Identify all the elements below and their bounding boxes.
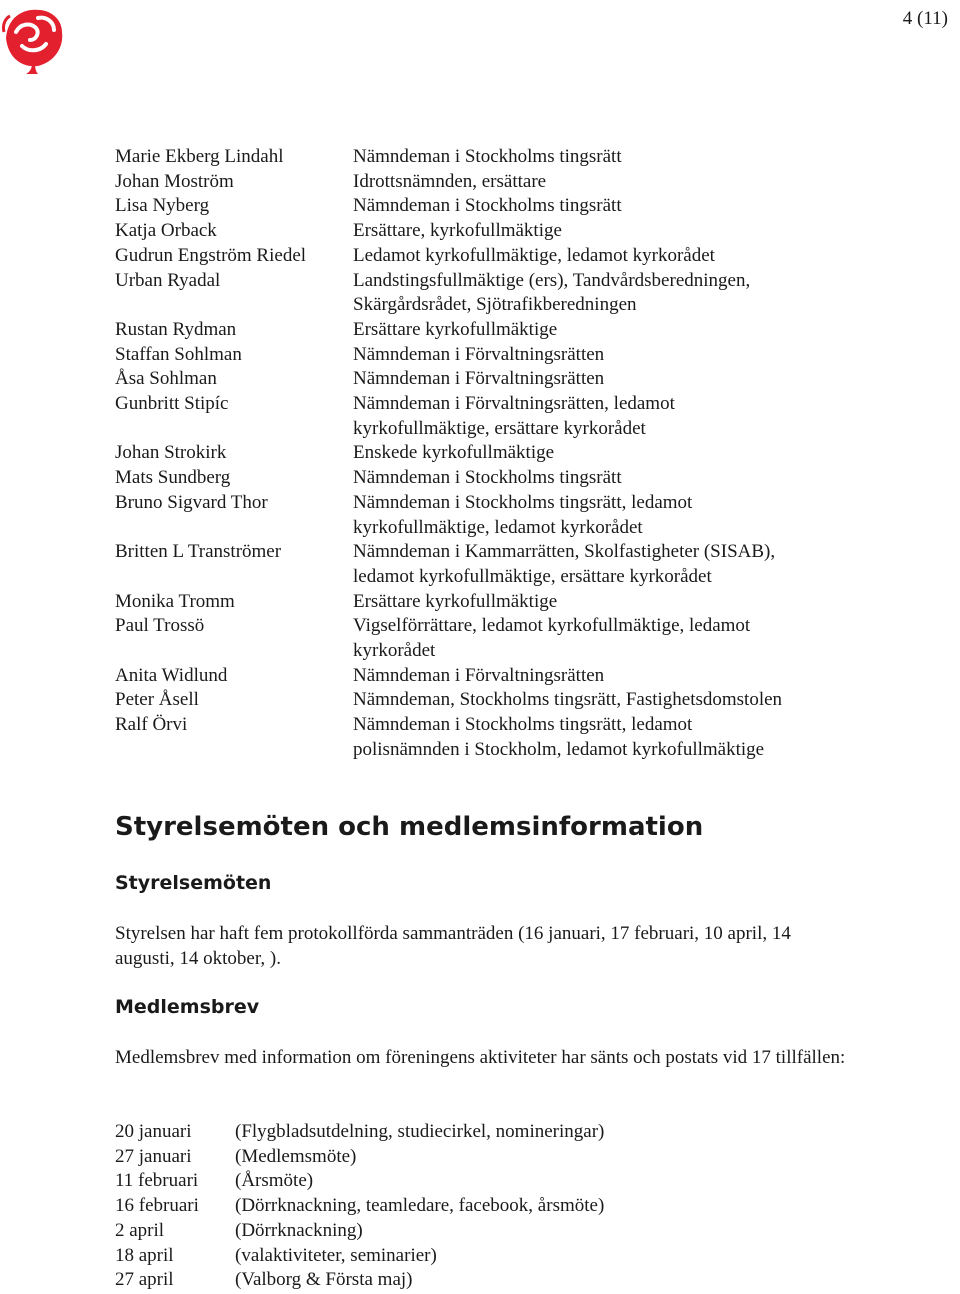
member-row [115, 343, 935, 368]
section-heading: Styrelsemöten och medlemsinformation [115, 812, 704, 842]
member-name: Peter Åsell [115, 689, 199, 711]
member-role [353, 540, 935, 589]
member-row [115, 244, 935, 269]
letter-row [115, 1145, 604, 1170]
member-row [115, 367, 935, 392]
member-role [353, 713, 935, 762]
member-name: Staffan Sohlman [115, 343, 242, 365]
letter-date: 27 januari [115, 1145, 192, 1167]
member-list [115, 145, 935, 763]
member-row [115, 145, 935, 170]
meetings-text: Styrelsen har haft fem protokollförda sammanträden (16 januari, 17 februari, 10 april, 14 augusti, 14 oktober, ). [115, 923, 791, 969]
letter-list [115, 1120, 604, 1293]
member-role [353, 367, 935, 392]
member-role-line: Nämndeman i Stockholms tingsrätt [353, 146, 622, 167]
member-role [353, 491, 935, 540]
letter-description: (valaktiviteter, seminarier) [235, 1244, 437, 1266]
member-role-line: Landstingsfullmäktige (ers), Tandvårdsberedningen, [353, 269, 751, 291]
letter-row [115, 1169, 604, 1194]
letter-description: (Flygbladsutdelning, studiecirkel, nomineringar) [235, 1121, 605, 1142]
member-role-line: Nämndeman i Stockholms tingsrätt, ledamot [353, 491, 693, 513]
member-name: Mats Sundberg [115, 467, 231, 489]
member-role-line: Ersättare kyrkofullmäktige [353, 318, 558, 340]
member-row [115, 269, 935, 318]
member-row [115, 318, 935, 343]
member-role-line: Idrottsnämnden, ersättare [353, 170, 547, 192]
letter-date: 20 januari [115, 1121, 192, 1142]
member-role-line: Nämndeman i Förvaltningsrätten, ledamot [353, 393, 675, 415]
member-role [353, 688, 935, 713]
member-role [353, 441, 935, 466]
letter-date: 2 april [115, 1219, 165, 1241]
letters-heading: Medlemsbrev [115, 996, 260, 1018]
letter-row [115, 1219, 604, 1244]
member-role-line: Nämndeman i Förvaltningsrätten [353, 343, 605, 365]
letter-row [115, 1120, 604, 1145]
member-row [115, 170, 935, 195]
member-role [353, 244, 935, 269]
member-role-line: Ersättare kyrkofullmäktige [353, 590, 558, 612]
member-row [115, 441, 935, 466]
member-role-line: Skärgårdsrådet, Sjötrafikberedningen [353, 294, 637, 316]
rose-logo-icon [2, 2, 70, 76]
member-name: Anita Widlund [115, 664, 228, 686]
member-role [353, 194, 935, 219]
member-name: Katja Orback [115, 220, 217, 242]
member-role [353, 170, 935, 195]
member-row [115, 664, 935, 689]
member-name: Paul Trossö [115, 615, 205, 637]
letter-description: (Valborg & Första maj) [235, 1269, 413, 1291]
member-role-line: Vigselförrättare, ledamot kyrkofullmäktige, ledamot [353, 615, 751, 637]
member-row [115, 194, 935, 219]
member-role [353, 269, 935, 318]
member-role [353, 145, 935, 170]
member-name: Johan Moström [115, 170, 234, 192]
member-row [115, 688, 935, 713]
member-name: Urban Ryadal [115, 269, 221, 291]
meetings-heading: Styrelsemöten [115, 872, 272, 894]
member-role-line: Nämndeman i Förvaltningsrätten [353, 368, 605, 390]
letter-date: 27 april [115, 1269, 174, 1291]
member-name: Bruno Sigvard Thor [115, 491, 268, 513]
member-role-line: kyrkofullmäktige, ledamot kyrkorådet [353, 516, 643, 538]
member-name: Marie Ekberg Lindahl [115, 146, 284, 167]
member-role-line: Nämndeman i Förvaltningsrätten [353, 664, 605, 686]
member-role-line: Ledamot kyrkofullmäktige, ledamot kyrkorådet [353, 244, 715, 266]
member-row [115, 590, 935, 615]
member-name: Rustan Rydman [115, 318, 237, 340]
letter-description: (Dörrknackning, teamledare, facebook, årsmöte) [235, 1195, 605, 1217]
letter-description: (Årsmöte) [235, 1170, 314, 1192]
member-row [115, 466, 935, 491]
letter-date: 11 februari [115, 1170, 199, 1192]
letter-row [115, 1244, 604, 1269]
member-row [115, 491, 935, 540]
member-name: Lisa Nyberg [115, 195, 210, 217]
member-role-line: polisnämnden i Stockholm, ledamot kyrkofullmäktige [353, 738, 765, 760]
member-role-line: Nämndeman, Stockholms tingsrätt, Fastighetsdomstolen [353, 689, 783, 711]
member-name: Åsa Sohlman [115, 368, 217, 390]
member-role [353, 343, 935, 368]
member-role-line: kyrkorådet [353, 640, 436, 662]
member-role [353, 318, 935, 343]
member-role [353, 392, 935, 441]
member-row [115, 392, 935, 441]
member-row [115, 614, 935, 663]
member-role-line: Nämndeman i Stockholms tingsrätt, ledamot [353, 714, 693, 736]
letter-date: 16 februari [115, 1195, 199, 1217]
member-role [353, 614, 935, 663]
letter-description: (Medlemsmöte) [235, 1145, 357, 1167]
member-role [353, 590, 935, 615]
letter-row [115, 1194, 604, 1219]
member-role-line: Ersättare, kyrkofullmäktige [353, 220, 562, 242]
member-role-line: ledamot kyrkofullmäktige, ersättare kyrkorådet [353, 565, 712, 587]
member-name: Britten L Tranströmer [115, 541, 282, 563]
member-role [353, 664, 935, 689]
member-name: Gunbritt Stipíc [115, 393, 229, 415]
member-role [353, 466, 935, 491]
page-number: 4 (11) [902, 8, 948, 29]
member-role-line: Enskede kyrkofullmäktige [353, 442, 555, 464]
member-name: Monika Tromm [115, 590, 235, 612]
letter-description: (Dörrknackning) [235, 1219, 363, 1241]
letter-date: 18 april [115, 1244, 174, 1266]
letter-row [115, 1268, 604, 1293]
member-role-line: kyrkofullmäktige, ersättare kyrkorådet [353, 417, 646, 439]
member-row [115, 713, 935, 762]
member-name: Johan Strokirk [115, 442, 227, 464]
member-role-line: Nämndeman i Stockholms tingsrätt [353, 195, 622, 217]
member-name: Gudrun Engström Riedel [115, 244, 307, 266]
letters-text: Medlemsbrev med information om föreningens aktiviteter har sänts och postats vid 17 tillfällen: [115, 1047, 846, 1068]
member-role-line: Nämndeman i Kammarrätten, Skolfastigheter (SISAB), [353, 541, 776, 563]
member-row [115, 540, 935, 589]
member-name: Ralf Örvi [115, 714, 188, 736]
member-row [115, 219, 935, 244]
member-role [353, 219, 935, 244]
member-role-line: Nämndeman i Stockholms tingsrätt [353, 467, 622, 489]
